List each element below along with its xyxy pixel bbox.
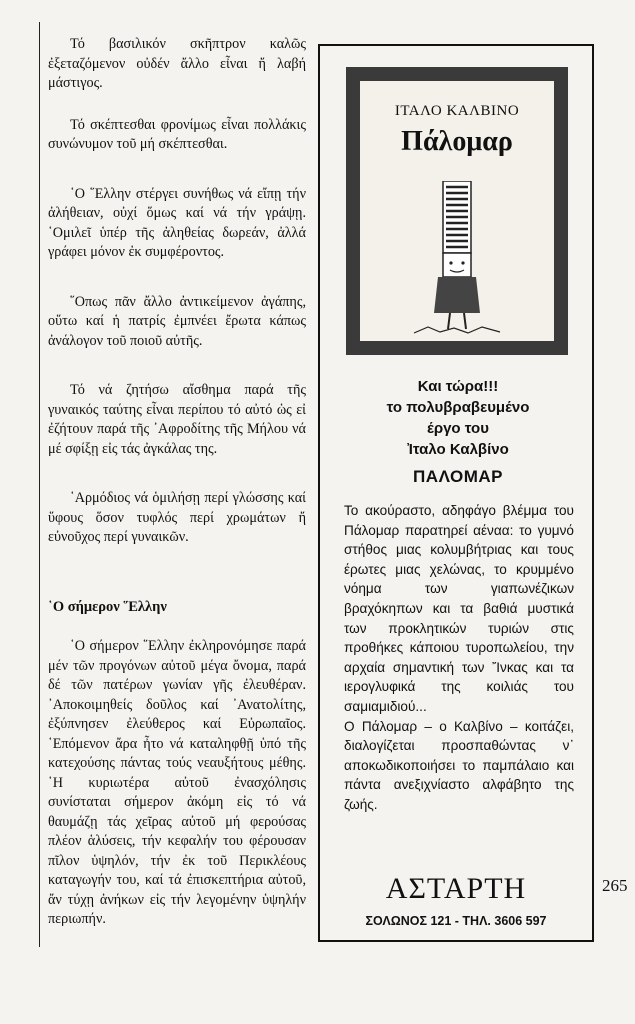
aphorism-paragraph: ῾Ο ῞Ελλην στέργει συνήθως νά εἴπῃ τήν ἀλήθειαν, οὐχί ὅμως καί νά τήν γράψῃ. ῾Ομιλεῖ ὑπέρ τῆς ἀληθείας δωρεάν, ἀλλά γράφει μόνον ἐκ συμφέροντος. (48, 185, 306, 260)
ad-description-paragraph: Το ακούραστο, αδηφάγο βλέμμα του Πάλομαρ παρατηρεί αέναα: το γυμνό στήθος μιας κολυμβήτριας και τους έρωτες μιας χελώνας, το κρυμμένο νόημα των γιαπωνέζικων βραχόκηπων και τα βαθιά μυστικά των προκλητικών τυριών στις προθήκες κάποιου τυροπωλείου, την αρχαία σημαντική των Ἴνκας και τα ιερογλυφικά της κοιλιάς του σαμιαμιδιού... (344, 503, 574, 714)
book-title: Πάλομαρ (401, 126, 513, 157)
aphorism-paragraph: ῾Αρμόδιος νά ὁμιλήσῃ περί γλώσσης καί ὕφους ὅσον τυφλός περί χρωμάτων ἤ εὐνοῦχος περί γυναικῶν. (48, 490, 306, 545)
book-author: ΙΤΑΛΟ ΚΑΛΒΙΝΟ (394, 103, 520, 119)
publisher-address: ΣΟΛΩΝΟΣ 121 - ΤΗΛ. 3606 597 (365, 914, 547, 928)
section-heading: ῾Ο σήμερον ῞Ελλην (48, 598, 167, 615)
ad-description (344, 501, 574, 815)
aphorism-paragraph: ῞Οπως πᾶν ἄλλο ἀντικείμενον ἀγάπης, οὕτω καί ἡ πατρίς ἐμπνέει ἔρωτα κάπως ἀνάλογον τοῦ ποιοῦ αὐτῆς. (48, 293, 306, 349)
ad-headline: το πολυβραβευμένο (386, 399, 530, 416)
page-number: 265 (602, 876, 628, 895)
ad-headline: Και τώρα!!! (417, 378, 499, 395)
article-column (48, 35, 306, 952)
aphorism-paragraph: Τό βασιλικόν σκῆπτρον καλῶς ἐξεταζόμενον οὐδέν ἄλλο εἶναι ἤ λαβή μάστιγος. (48, 36, 306, 91)
aphorism-paragraph: Τό νά ζητήσω αἴσθημα παρά τῆς γυναικός ταύτης εἶναι περίπου τό αὐτό ὡς εἰ ἐζήτουν παρά τῆς ᾿Αφροδίτης τῆς Μήλου νά μέ σφίξῃ εἰς τάς ἀγκάλας της. (48, 382, 306, 457)
ad-headline: έργο του (427, 420, 489, 437)
column-rule (39, 22, 40, 947)
book-cover-inner (360, 81, 554, 341)
book-cover-illustration (410, 181, 504, 341)
aphorism-paragraph: Τό σκέπτεσθαι φρονίμως εἶναι πολλάκις συνώνυμον τοῦ μή σκέπτεσθαι. (48, 116, 306, 152)
advertisement-box (318, 44, 594, 942)
ad-description-paragraph: Ο Πάλομαρ – ο Καλβίνο – κοιτάζει, διαλογίζεται προσπαθώντας ν᾽ αποκωδικοποιήσει το παμπάλαιο και πάντα ανεξιχνίαστο αλφάβητο της ζωής. (344, 718, 574, 812)
ad-headline-title: ΠΑΛΟΜΑΡ (413, 467, 503, 486)
publisher-name: ΑΣΤΑΡΤΗ (385, 872, 527, 905)
ad-headline-author: Ἰταλο Καλβίνο (407, 441, 509, 458)
book-cover (346, 67, 568, 355)
section-paragraph: ῾Ο σήμερον ῞Ελλην ἐκληρονόμησε παρά μέν τῶν προγόνων αὐτοῦ μέγα ὄνομα, παρά δέ τῶν πατέρων γωνίαν γῆς ἐλευθέραν. ᾿Αποκοιμηθείς δοῦλος καί ᾿Ανατολίτης, ἐξύπνησεν ἐλεύθερος καί Εὐρωπαῖος. ῾Επόμενον ἄρα ἦτο νά καταληφθῇ ὑπό τῆς κατεχούσης πάντας τούς νεαυξήτους μέθης. ῾Η κυριωτέρα αὐτοῦ ἐνασχόλησις συνίσταται σήμερον ἀκόμη εἰς τό νά θαυμάζῃ τάς χεῖρας αὐτοῦ μή φερούσας πλέον ἁλύσεις, τήν κεφαλήν του φέρουσαν πῖλον ὑψηλόν, τήν ἐκ τοῦ Περικλέους καταγωγήν του, καί τά ἐπισκεπτήρια αὐτοῦ, ἄν τύχῃ ἀνήκων εἰς τήν λεγομένην ὑψηλήν περιωπήν. (48, 638, 306, 927)
